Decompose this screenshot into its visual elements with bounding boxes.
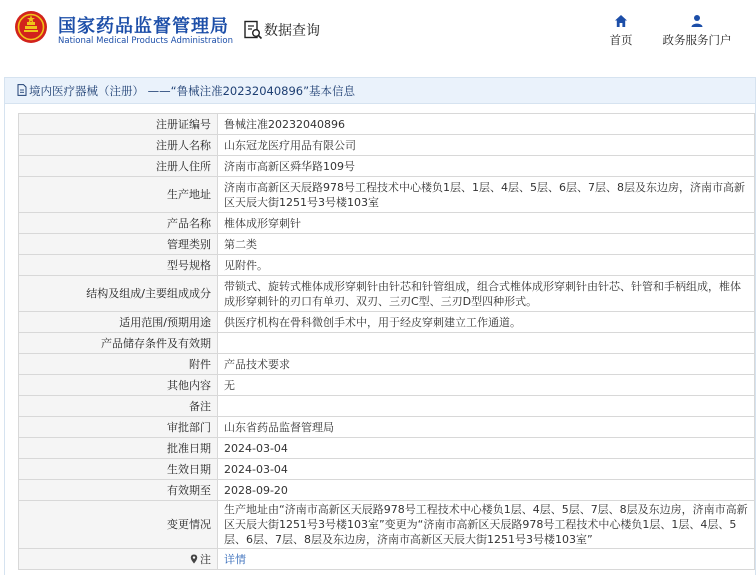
row-label: 其他内容 [19,375,218,396]
table-row [19,333,755,354]
location-pin-icon [190,554,198,564]
row-value: 济南市高新区天辰路978号工程技术中心楼负1层、1层、4层、5层、6层、7层、8层及东边房，济南市高新区天辰大街1251号3号楼103室 [218,177,755,213]
row-label: 注册证编号 [19,114,218,135]
row-value [218,396,755,417]
nav-gov-label: 政务服务门户 [662,33,732,47]
brand-name[interactable]: 国家药品监督管理局 [58,16,229,37]
panel-header [5,78,755,104]
user-icon [690,14,704,28]
table-row [19,255,755,276]
row-value: 2028-09-20 [218,480,755,501]
nav-gov-portal[interactable] [656,14,738,48]
nav-home-label: 首页 [609,33,633,47]
row-value: 山东省药品监督管理局 [218,417,755,438]
table-row [19,234,755,255]
row-label: 产品名称 [19,213,218,234]
table-row [19,459,755,480]
nav-home[interactable] [604,14,638,48]
row-label: 备注 [19,396,218,417]
table-row [19,135,755,156]
row-label: 结构及组成/主要组成成分 [19,276,218,312]
table-row [19,156,755,177]
row-value: 带锁式、旋转式椎体成形穿刺针由针芯和针管组成，组合式椎体成形穿刺针由针芯、针管和手柄组成，椎体成形穿刺针的刃口有单刃、双刃、三刃C型、三刃D型四种形式。 [218,276,755,312]
row-label: 审批部门 [19,417,218,438]
note-value-cell [218,549,755,570]
row-label: 管理类别 [19,234,218,255]
row-value: 无 [218,375,755,396]
details-link[interactable]: 详情 [224,552,246,566]
row-label: 产品储存条件及有效期 [19,333,218,354]
document-icon [17,84,27,96]
table-row [19,396,755,417]
row-value: 生产地址由“济南市高新区天辰路978号工程技术中心楼负1层、4层、5层、7层、8层及东边房，济南市高新区天辰大街1251号3号楼103室”变更为“济南市高新区天辰路978号工程技术中心楼负1层、1层、4层、5层、6层、7层、8层及东边房，济南市高新区天辰大街1251号3号楼103室” [218,501,755,549]
row-label: 批准日期 [19,438,218,459]
detail-panel [4,77,756,575]
table-row [19,354,755,375]
table-row [19,276,755,312]
row-label: 变更情况 [19,501,218,549]
table-row [19,177,755,213]
row-value: 鲁械注准20232040896 [218,114,755,135]
row-value: 2024-03-04 [218,459,755,480]
site-header [0,0,756,62]
note-label: 注 [200,552,211,566]
section-title: 数据查询 [264,23,320,39]
row-label: 注册人住所 [19,156,218,177]
row-value: 产品技术要求 [218,354,755,375]
row-label: 注册人名称 [19,135,218,156]
table-row [19,114,755,135]
table-row [19,375,755,396]
row-label: 生产地址 [19,177,218,213]
row-value [218,333,755,354]
row-label: 附件 [19,354,218,375]
row-value: 第二类 [218,234,755,255]
row-value: 山东冠龙医疗用品有限公司 [218,135,755,156]
table-row [19,501,755,549]
row-value: 济南市高新区舜华路109号 [218,156,755,177]
document-search-icon [243,20,263,40]
row-value: 供医疗机构在骨科微创手术中，用于经皮穿刺建立工作通道。 [218,312,755,333]
row-label: 型号规格 [19,255,218,276]
table-row [19,438,755,459]
row-label: 生效日期 [19,459,218,480]
table-row [19,417,755,438]
table-row [19,213,755,234]
note-label-cell [19,549,218,570]
row-value: 见附件。 [218,255,755,276]
national-emblem-icon [14,10,48,44]
brand-name-english: National Medical Products Administration [58,36,233,46]
table-row [19,549,755,570]
table-row [19,480,755,501]
breadcrumb: 境内医疗器械（注册） ——“鲁械注准20232040896”基本信息 [29,84,356,98]
table-row [19,312,755,333]
row-value: 2024-03-04 [218,438,755,459]
home-icon [614,14,628,28]
row-label: 适用范围/预期用途 [19,312,218,333]
info-table [18,113,755,570]
row-label: 有效期至 [19,480,218,501]
row-value: 椎体成形穿刺针 [218,213,755,234]
